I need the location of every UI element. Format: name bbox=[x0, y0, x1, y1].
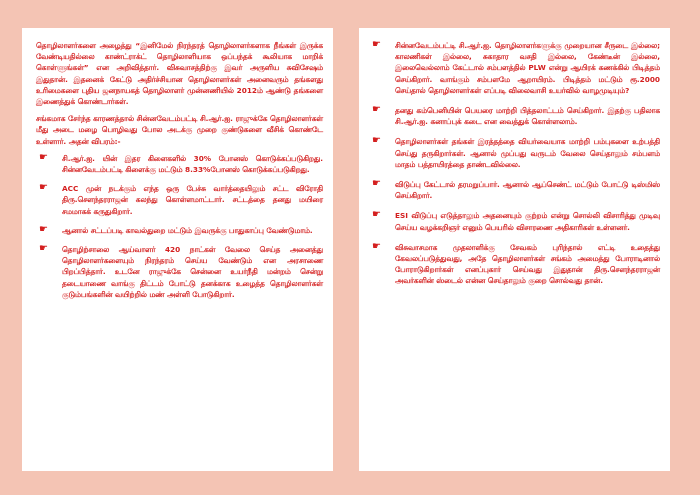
right-column bbox=[359, 28, 670, 471]
pointing-hand-icon: ☛ bbox=[372, 104, 381, 116]
list-item bbox=[369, 105, 660, 127]
list-item bbox=[369, 179, 660, 201]
list-item bbox=[369, 210, 660, 232]
pointing-hand-icon: ☛ bbox=[372, 135, 381, 147]
right-bullet-list bbox=[369, 40, 660, 287]
list-item bbox=[369, 242, 660, 287]
list-item-text: ESI விடுப்பு எடுத்தாலும் அதனையும் குற்றம் என்று சொல்லி விசாரித்து முடிவு செய்ய வழக்கறிஞர் எனும் பெயரில் விசாரணை அதிகாரிகள் உள்ளனர். bbox=[395, 211, 660, 232]
list-item-text: தனது கம்பெனியின் பெயரை மாற்றி பித்தலாட்டம் செய்கிறார். இதற்கு பதிலாக சி.ஆர்.ஐ. கனாப்புக் கடை என வைத்துக் கொள்ளலாம். bbox=[395, 106, 660, 127]
left-column bbox=[22, 28, 333, 471]
pointing-hand-icon: ☛ bbox=[39, 151, 48, 163]
list-item-text: விசுவாசமாக முதலாளிக்கு சேவகம் புரிந்தால் எட்டி உதைத்து கேவலப்படுத்துவது, அதே தொழிலாளர்கள் சங்கம் அமைத்து போராடினால் போராடுகிறார்கள் எனப்புகார் செய்வது இதுதான் திரு.சௌந்தரராஜன் அவர்களின் ஸ்டைல் என்ன செய்தாலும் குறை சொல்வது தான். bbox=[395, 242, 660, 286]
list-item-text: விடுப்பு கேட்டால் தரமறுப்பார். ஆனால் ஆப்செண்ட் மட்டும் போட்டு டிஸ்மிஸ் செய்கிறார். bbox=[395, 180, 660, 201]
pointing-hand-icon: ☛ bbox=[39, 182, 48, 194]
list-item bbox=[369, 136, 660, 170]
pointing-hand-icon: ☛ bbox=[39, 243, 48, 255]
list-item bbox=[36, 183, 323, 217]
pointing-hand-icon: ☛ bbox=[372, 209, 381, 221]
left-bullet-list bbox=[36, 153, 323, 300]
intro-paragraph: தொழிலாளர்களை அழைத்து “இனிமேல் நிரந்தரத் தொழிலாளர்களாக நீங்கள் இருக்க வேண்டியதில்லை காண்ட்ராக்ட் தொழிலாளியாக ஒப்பந்தக் கூலியாக மாறிக் கொள்ளுங்கள்” என அறிவித்தார். விசுவாசத்திற்கு இவர் அருளிய சுவிசேஷம் இதுதான். இதனைக் கேட்டு அதிர்ச்சியான தொழிலாளர்கள் அனைவரும் தங்களது உரிமைகளை புதிய ஜனநாயகத் தொழிலாளர் முன்னணியில் 2012ம் ஆண்டு தங்களை இணைத்துக் கொண்டார்கள். bbox=[36, 41, 323, 107]
list-item-text: சி.ஆர்.ஐ. யின் இதர கிளைகளில் 30% போனஸ் கொடுக்கப்படுகிறது. சின்னவேடம்பட்டி கிளைக்கு மட்டும் 8.33%போனஸ் கொடுக்கப்படுகிறது. bbox=[62, 153, 323, 175]
list-item-text: தொழிலாளர்கள் தங்கள் இரத்தத்தை வியர்வையாக மாற்றி பம்புகளை உற்பத்தி செய்து தருகிறார்கள். ஆனால் முப்பது வருடம் வேலை செய்தாலும் சம்பளம் மாதம் பத்தாயிரத்தை தாண்டவில்லை. bbox=[395, 137, 660, 169]
pointing-hand-icon: ☛ bbox=[372, 240, 381, 252]
pointing-hand-icon: ☛ bbox=[372, 178, 381, 190]
union-paragraph: சங்கமாக சேர்ந்த காரணத்தால் சின்னவேடம்பட்டி சி.ஆர்.ஐ. ராஜுக்கே தொழிலாளர்கள் மீது அடை மழை பொழிவது போல அடக்கு முறை குண்டுகளை வீசிக் கொண்டே உள்ளார். அதன் விபரம்:- bbox=[36, 114, 323, 146]
list-item-text: சின்னவேடம்பட்டி சி.ஆர்.ஐ. தொழிலாளர்களுக்கு முறையான சீருடை இல்லை; காலணிகள் இல்லை, சுகாதார வசதி இல்லை, கேண்டீன் இல்லை, இலைவெல்லாம் கேட்டால் சம்பளத்தில் PLW என்று ஆயிரக் கணக்கில் பிடித்தம் செய்கிறார். வாங்கும் சம்பளமே ஆறாயிரம். பிடித்தம் மட்டும் ரூ.2000 செய்தால் தொழிலாளர்கள் எப்படி விலைவாசி உயர்வில் வாழமுடியும்? bbox=[395, 41, 660, 95]
list-item-text: தொழிற்சாலை ஆய்வாளர் 420 நாட்கள் வேலை செய்த அனைத்து தொழிலாளர்களையும் நிரந்தரம் செய்ய வேண்டும் என அரசாணை பிறப்பித்தார். உடனே ராஜுக்கே சென்னை உயர்நீதி மன்றம் சென்று தடையாணை வாங்கு திட்டம் போட்டு தனக்காக உழைத்த தொழிலாளர்கள் குடும்பங்களின் வயிற்றில் மண் அள்ளி போடுகிறார். bbox=[62, 245, 323, 299]
list-item-text: ஆனால் சட்டப்படி காவல்துறை மட்டும் இவருக்கு பாதுகாப்பு வேண்டுமாம். bbox=[62, 225, 313, 235]
list-item bbox=[369, 40, 660, 96]
pointing-hand-icon: ☛ bbox=[372, 39, 381, 50]
list-item bbox=[36, 153, 323, 175]
list-item bbox=[36, 225, 323, 236]
list-item-text: ACC முன் நடக்கும் எந்த ஒரு பேச்சு வார்த்தையிலும் சட்ட விரோதி திரு.சௌந்தரராஜன் கலந்து கொள்ளமாட்டார். சட்டத்தை தனது மயிரை சமமாகக் கருதுகிறார். bbox=[62, 184, 323, 216]
list-item bbox=[36, 244, 323, 300]
pointing-hand-icon: ☛ bbox=[39, 223, 48, 235]
